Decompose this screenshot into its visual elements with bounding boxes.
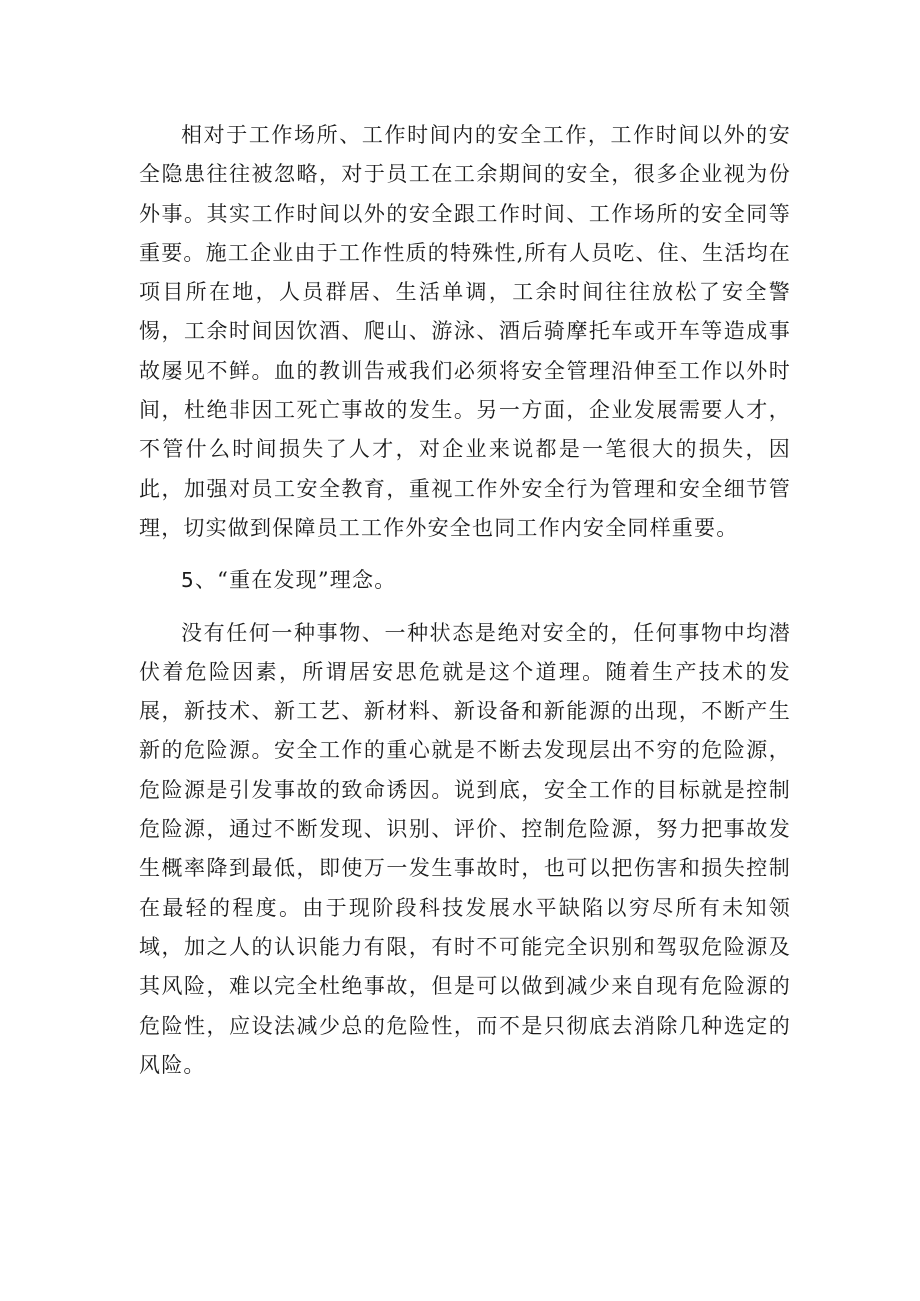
document-body <box>139 116 791 1085</box>
paragraph-2: 没有任何一种事物、一种状态是绝对安全的，任何事物中均潜伏着危险因素，所谓居安思危就是这个道理。随着生产技术的发展，新技术、新工艺、新材料、新设备和新能源的出现，不断产生新的危险源。安全工作的重心就是不断去发现层出不穷的危险源，危险源是引发事故的致命诱因。说到底，安全工作的目标就是控制危险源，通过不断发现、识别、评价、控制危险源，努力把事故发生概率降到最低，即使万一发生事故时，也可以把伤害和损失控制在最轻的程度。由于现阶段科技发展水平缺陷以穷尽所有未知领域，加之人的认识能力有限，有时不可能完全识别和驾驭危险源及其风险，难以完全杜绝事故，但是可以做到减少来自现有危险源的危险性，应设法减少总的危险性，而不是只彻底去消除几种选定的风险。 <box>139 620 791 1077</box>
section-title: 、“重在发现”理念。 <box>194 568 397 593</box>
section-heading <box>139 561 791 600</box>
paragraph-1: 相对于工作场所、工作时间内的安全工作，工作时间以外的安全隐患往往被忽略，对于员工在工余期间的安全，很多企业视为份外事。其实工作时间以外的安全跟工作时间、工作场所的安全同等重要。施工企业由于工作性质的特殊性,所有人员吃、住、生活均在项目所在地，人员群居、生活单调，工余时间往往放松了安全警惕，工余时间因饮酒、爬山、游泳、酒后骑摩托车或开车等造成事故屡见不鲜。血的教训告戒我们必须将安全管理沿伸至工作以外时间，杜绝非因工死亡事故的发生。另一方面，企业发展需要人才，不管什么时间损失了人才，对企业来说都是一笔很大的损失，因此，加强对员工安全教育，重视工作外安全行为管理和安全细节管理，切实做到保障员工工作外安全也同工作内安全同样重要。 <box>139 123 791 540</box>
section-number: 5 <box>181 568 195 593</box>
